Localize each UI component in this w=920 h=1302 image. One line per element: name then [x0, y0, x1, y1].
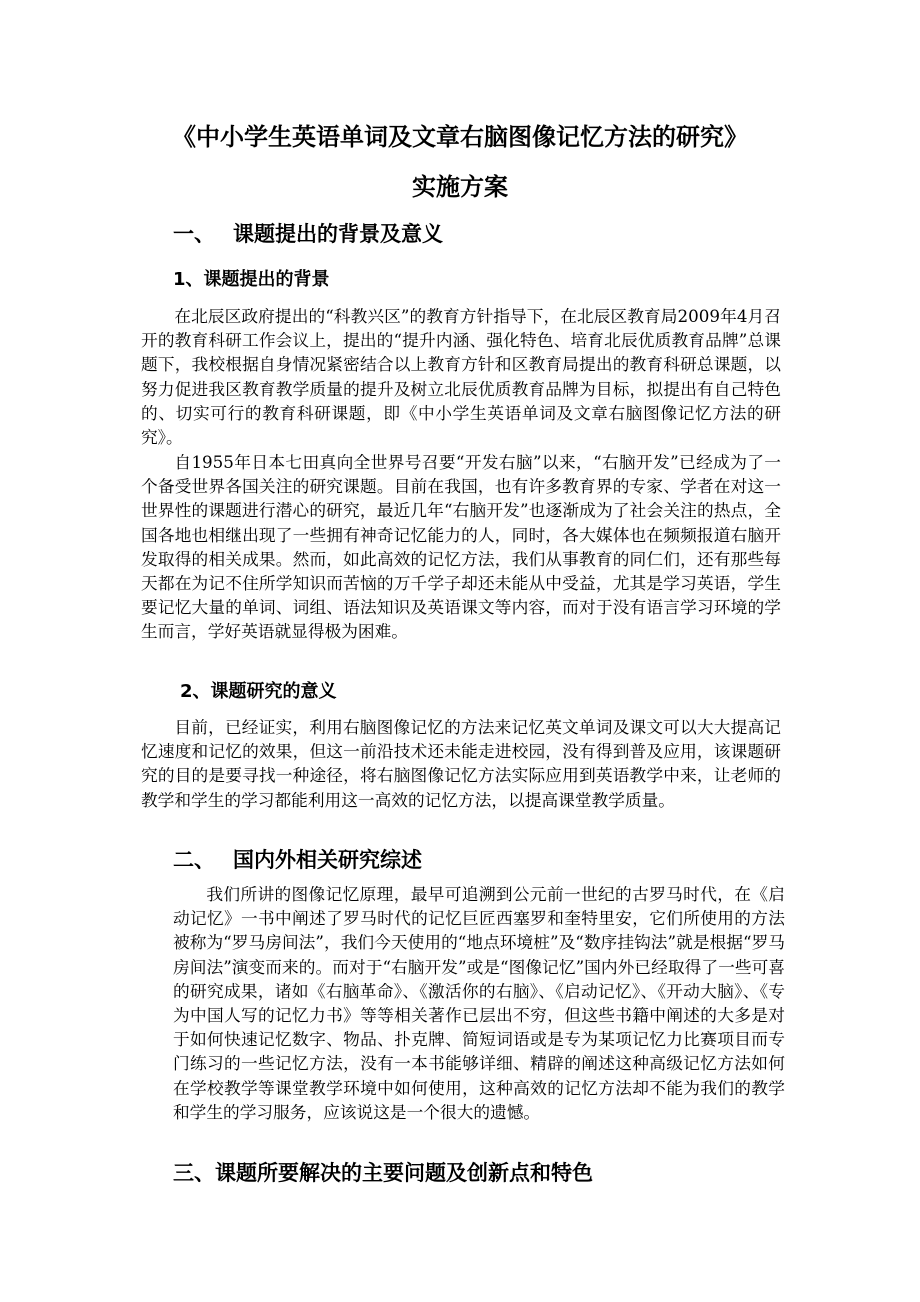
paragraph-background-2: 自1955年日本七田真向全世界号召要“开发右脑”以来，“右脑开发”已经成为了一个备受世界各国关注的研究课题。目前在我国，也有许多教育界的专家、学者在对这一世界性的课题进行潜心的研究，最近几年“右脑开发”也逐渐成为了社会关注的热点，全国各地也相继出现了一些拥有神奇记忆能力的人，同时，各大媒体也在频频报道右脑开发取得的相关成果。然而，如此高效的记忆方法，我们从事教育的同仁们，还有那些每天都在为记不住所学知识而苦恼的万千学子却还未能从中受益，尤其是学习英语，学生要记忆大量的单词、词组、语法知识及英语课文等内容，而对于没有语言学习环境的学生而言，学好英语就显得极为困难。: [141, 452, 781, 642]
subsection-1-2-heading: 2、课题研究的意义: [180, 681, 337, 702]
section-1-number: 一、: [173, 222, 215, 246]
subsection-1-1-heading: 1、课题提出的背景: [173, 269, 330, 290]
paragraph-background-1: 在北辰区政府提出的“科教兴区”的教育方针指导下，在北辰区教育局2009年4月召开的教育科研工作会议上，提出的“提升内涵、强化特色、培育北辰优质教育品牌”总课题下，我校根据自身情况紧密结合以上教育方针和区教育局提出的教育科研总课题，以努力促进我区教育教学质量的提升及树立北辰优质教育品牌为目标，拟提出有自己特色的、切实可行的教育科研课题，即《中小学生英语单词及文章右脑图像记忆方法的研究》。: [141, 306, 781, 448]
section-2-number: 二、: [173, 848, 215, 872]
section-1-title: 课题提出的背景及意义: [233, 222, 443, 246]
section-2-heading: [173, 846, 422, 874]
section-1-heading: [173, 220, 443, 248]
paragraph-significance: 目前，已经证实，利用右脑图像记忆的方法来记忆英文单词及课文可以大大提高记忆速度和记忆的效果，但这一前沿技术还未能走进校园，没有得到普及应用，该课题研究的目的是要寻找一种途径，将右脑图像记忆方法实际应用到英语教学中来，让老师的教学和学生的学习都能利用这一高效的记忆方法，以提高课堂教学质量。: [141, 717, 781, 810]
section-3-heading: 三、课题所要解决的主要问题及创新点和特色: [173, 1161, 593, 1185]
paragraph-research-review: 我们所讲的图像记忆原理，最早可追溯到公元前一世纪的古罗马时代，在《启动记忆》一书中阐述了罗马时代的记忆巨匠西塞罗和奎特里安，它们所使用的方法被称为“罗马房间法”，我们今天使用的“地点环境桩”及“数序挂钩法”就是根据“罗马房间法”演变而来的。而对于“右脑开发”或是“图像记忆”国内外已经取得了一些可喜的研究成果，诸如《右脑革命》、《激活你的右脑》、《启动记忆》、《开动大脑》、《专为中国人写的记忆力书》等等相关著作已层出不穷，但这些书籍中阐述的大多是对于如何快速记忆数字、物品、扑克牌、简短词语或是专为某项记忆力比赛项目而专门练习的一些记忆方法，没有一本书能够详细、精辟的阐述这种高级记忆方法如何在学校教学等课堂教学环境中如何使用，这种高效的记忆方法却不能为我们的教学和学生的学习服务，应该说这是一个很大的遗憾。: [173, 884, 785, 1122]
document-subtitle: 实施方案: [412, 173, 508, 201]
section-2-title: 国内外相关研究综述: [233, 848, 422, 872]
document-title: 《中小学生英语单词及文章右脑图像记忆方法的研究》: [172, 123, 748, 151]
